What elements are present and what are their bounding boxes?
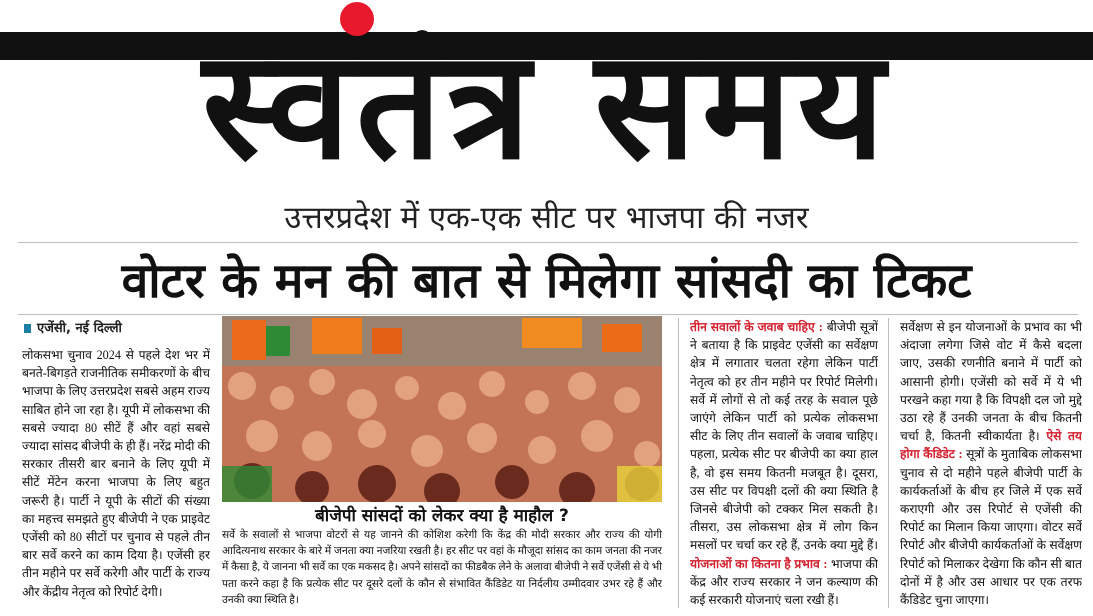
photo-subtext: सर्वे के सवालों से भाजपा वोटरों से यह जानने की कोशिश करेगी कि केंद्र की मोदी सरकार और राज्य की योगी आदित्यनाथ सरकार के बारे में जनता क्या नजरिया रखती है। हर सीट पर वहां के मौजूदा सांसद का काम जनता की नजर में कैसा है, ये जानना भी सर्वे का एक मकसद है। अपने सांसदों का फीडबैक लेने के अलावा बीजेपी ने सर्वे एजेंसी से ये भी पता करने कहा है कि प्रत्येक सीट पर दूसरे दलों के कौन से संभावित कैंडिडेट या निर्दलीय उम्मीदवार उभर रहे हैं और उनकी क्या स्थिति है। <box>222 530 662 606</box>
kicker-headline: उत्तरप्रदेश में एक-एक सीट पर भाजपा की नजर <box>284 200 809 236</box>
article-column-1: लोकसभा चुनाव 2024 से पहले देश भर में बनते-बिगड़ते राजनीतिक समीकरणों के बीच भाजपा के लिए उत्तरप्रदेश सबसे अहम राज्य साबित होने जा रहा है। यूपी में लोकसभा की सबसे ज्यादा 80 सीटें हैं और वहां सबसे ज्यादा सांसद बीजेपी के ही हैं। नरेंद्र मोदी की सरकार तीसरी बार बनाने के लिए यूपी में सीटें मेंटेन करना भाजपा के लिए बहुत जरूरी है। पार्टी ने यूपी के सीटों की संख्या का महत्त्व समझते हुए बीजेपी ने एक प्राइवेट एजेंसी को 80 सीटों पर चुनाव से पहले तीन बार सर्वे करने का काम दिया है। एजेंसी हर तीन महीने पर सर्वे करेगी और पार्टी के राज्य और केंद्रीय नेतृत्व को रिपोर्ट देगी। <box>22 348 210 599</box>
article-column-4: सर्वेक्षण से इन योजनाओं के प्रभाव का भी अंदाजा लगेगा जिसे वोट में कैसे बदला जाए, उसकी रणनीति बनाने में पार्टी को आसानी होगी। एजेंसी को सर्वे में ये भी परखने कहा गया है कि विपक्षी दल जो मुद्दे उठा रहे हैं उनकी जनता के बीच कितनी चर्चा है, कितनी स्वीकार्यता है। ऐसे तय होगा कैंडिडेट : सूत्रों के मुताबिक लोकसभा चुनाव से दो महीने पहले बीजेपी पार्टी के कार्यकर्ताओं के बीच हर जिले में एक सर्वे कराएगी और उस रिपोर्ट से एजेंसी की रिपोर्ट का मिलान किया जाएगा। वोटर सर्वे रिपोर्ट और बीजेपी कार्यकर्ताओं के सर्वेक्षण रिपोर्ट को मिलाकर देखेगा कि कौन सी बात दोनों में है और उस आधार पर एक तरफ कैंडिडेट चुना जाएगा। <box>900 320 1082 608</box>
photo-caption: बीजेपी सांसदों को लेकर क्या है माहौल ? <box>315 506 569 526</box>
newspaper-title: स्वतंत्र समय <box>202 19 891 193</box>
column-divider <box>678 318 679 608</box>
crowd-image <box>222 316 662 502</box>
divider <box>18 314 1078 315</box>
divider <box>18 242 1078 243</box>
flag <box>232 320 266 360</box>
subheading: ऐसे तय होगा कैंडिडेट : <box>900 429 1082 462</box>
main-headline: वोटर के मन की बात से मिलेगा सांसदी का टिकट <box>121 253 972 309</box>
column-divider <box>888 318 889 608</box>
article-column-3: तीन सवालों के जवाब चाहिए : बीजेपी सूत्रों ने बताया है कि प्राइवेट एजेंसी का सर्वेक्षण क्षेत्र में लगातार चलता रहेगा लेकिन पार्टी नेतृत्व को हर तीन महीने पर रिपोर्ट मिलेगी। सर्वे में लोगों से तो कई तरह के सवाल पूछे जाएंगे लेकिन पार्टी को प्रत्येक लोकसभा सीट के लिए तीन सवालों के जवाब चाहिए। पहला, प्रत्येक सीट पर बीजेपी का क्या हाल है, वो इस समय कितनी मजबूत है। दूसरा, उस सीट पर विपक्षी दलों की क्या स्थिति है जिनसे बीजेपी को टक्कर मिल सकती है। तीसरा, उस लोकसभा क्षेत्र में लोग किन मसलों पर चर्चा कर रहे हैं, उनके क्या मुद्दे हैं। योजनाओं का कितना है प्रभाव : भाजपा की केंद्र और राज्य सरकार ने जन कल्याण की कई सरकारी योजनाएं चला रखी हैं। <box>690 320 878 608</box>
rally-photo <box>222 316 662 502</box>
subheading: तीन सवालों के जवाब चाहिए : <box>690 320 823 334</box>
dateline: एजेंसी, नई दिल्ली <box>24 318 122 336</box>
dateline-marker <box>24 324 31 333</box>
masthead <box>0 0 1093 196</box>
subheading: योजनाओं का कितना है प्रभाव : <box>690 556 828 571</box>
